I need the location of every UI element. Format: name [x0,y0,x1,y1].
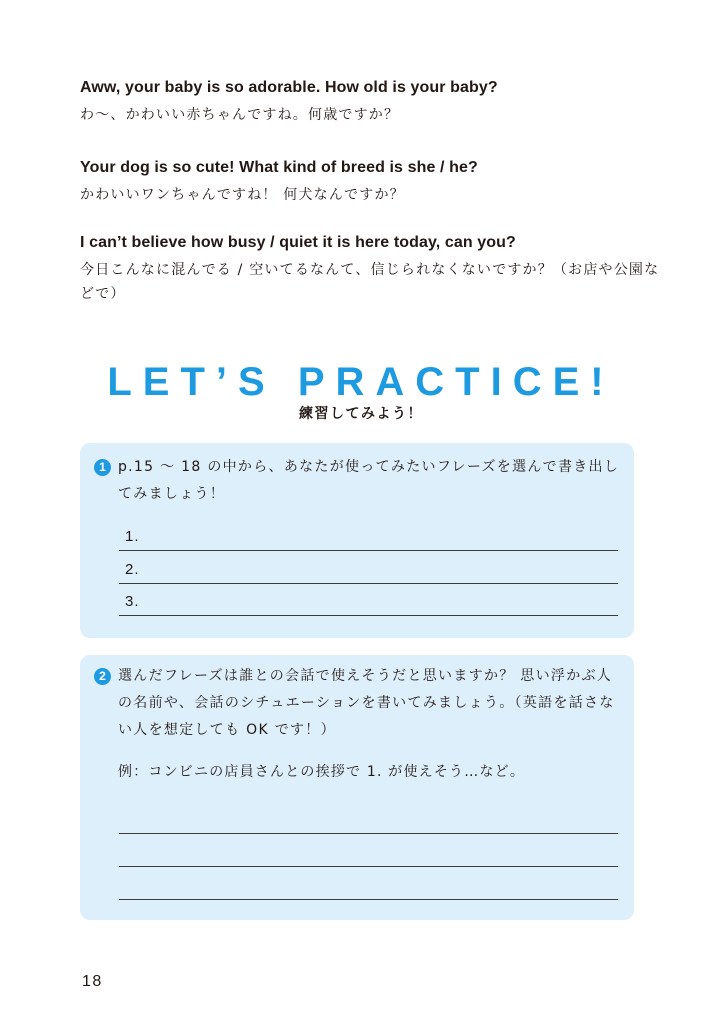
phrase-block-2 [80,158,660,207]
phrase-english: Your dog is so cute! What kind of breed is she / he? [80,159,478,176]
exercise-2-box [80,655,634,920]
phrase-block-3 [80,233,660,306]
phrase-japanese: かわいいワンちゃんですね！ 何犬なんですか？ [80,187,405,203]
writing-line[interactable] [119,550,618,551]
practice-heading: LET’S PRACTICE! [107,360,615,404]
writing-line[interactable] [119,583,618,584]
writing-line-number: 1. [125,528,140,545]
phrase-english: Aww, your baby is so adorable. How old is your baby? [80,79,498,96]
exercise-1-instructions: p.15 ～ 18 の中から、あなたが使ってみたいフレーズを選んで書き出してみましょう！ [118,459,620,502]
writing-line-number: 2. [125,561,140,578]
writing-line[interactable] [119,615,618,616]
phrase-block-1 [80,78,660,127]
writing-line[interactable] [119,833,618,834]
phrase-japanese: 今日こんなに混んでる / 空いてるなんて、信じられなくないですか？（お店や公園などで） [80,262,660,302]
writing-line[interactable] [119,899,618,900]
phrase-english: I can’t believe how busy / quiet it is here today, can you? [80,234,516,251]
practice-subheading: 練習してみよう！ [299,406,423,422]
page-number: 18 [82,973,103,990]
exercise-2-example: 例：コンビニの店員さんとの挨拶で 1. が使えそう…など。 [118,764,526,780]
writing-line-number: 3. [125,593,140,610]
exercise-number-badge: 1 [94,459,111,476]
exercise-number-badge: 2 [94,668,111,685]
phrase-japanese: わ〜、かわいい赤ちゃんですね。何歳ですか？ [80,107,400,123]
exercise-1-box [80,443,634,638]
writing-line[interactable] [119,866,618,867]
exercise-2-instructions: 選んだフレーズは誰との会話で使えそうだと思いますか？ 思い浮かぶ人の名前や、会話のシチュエーションを書いてみましょう。（英語を話さない人を想定しても OK です！） [118,668,615,738]
